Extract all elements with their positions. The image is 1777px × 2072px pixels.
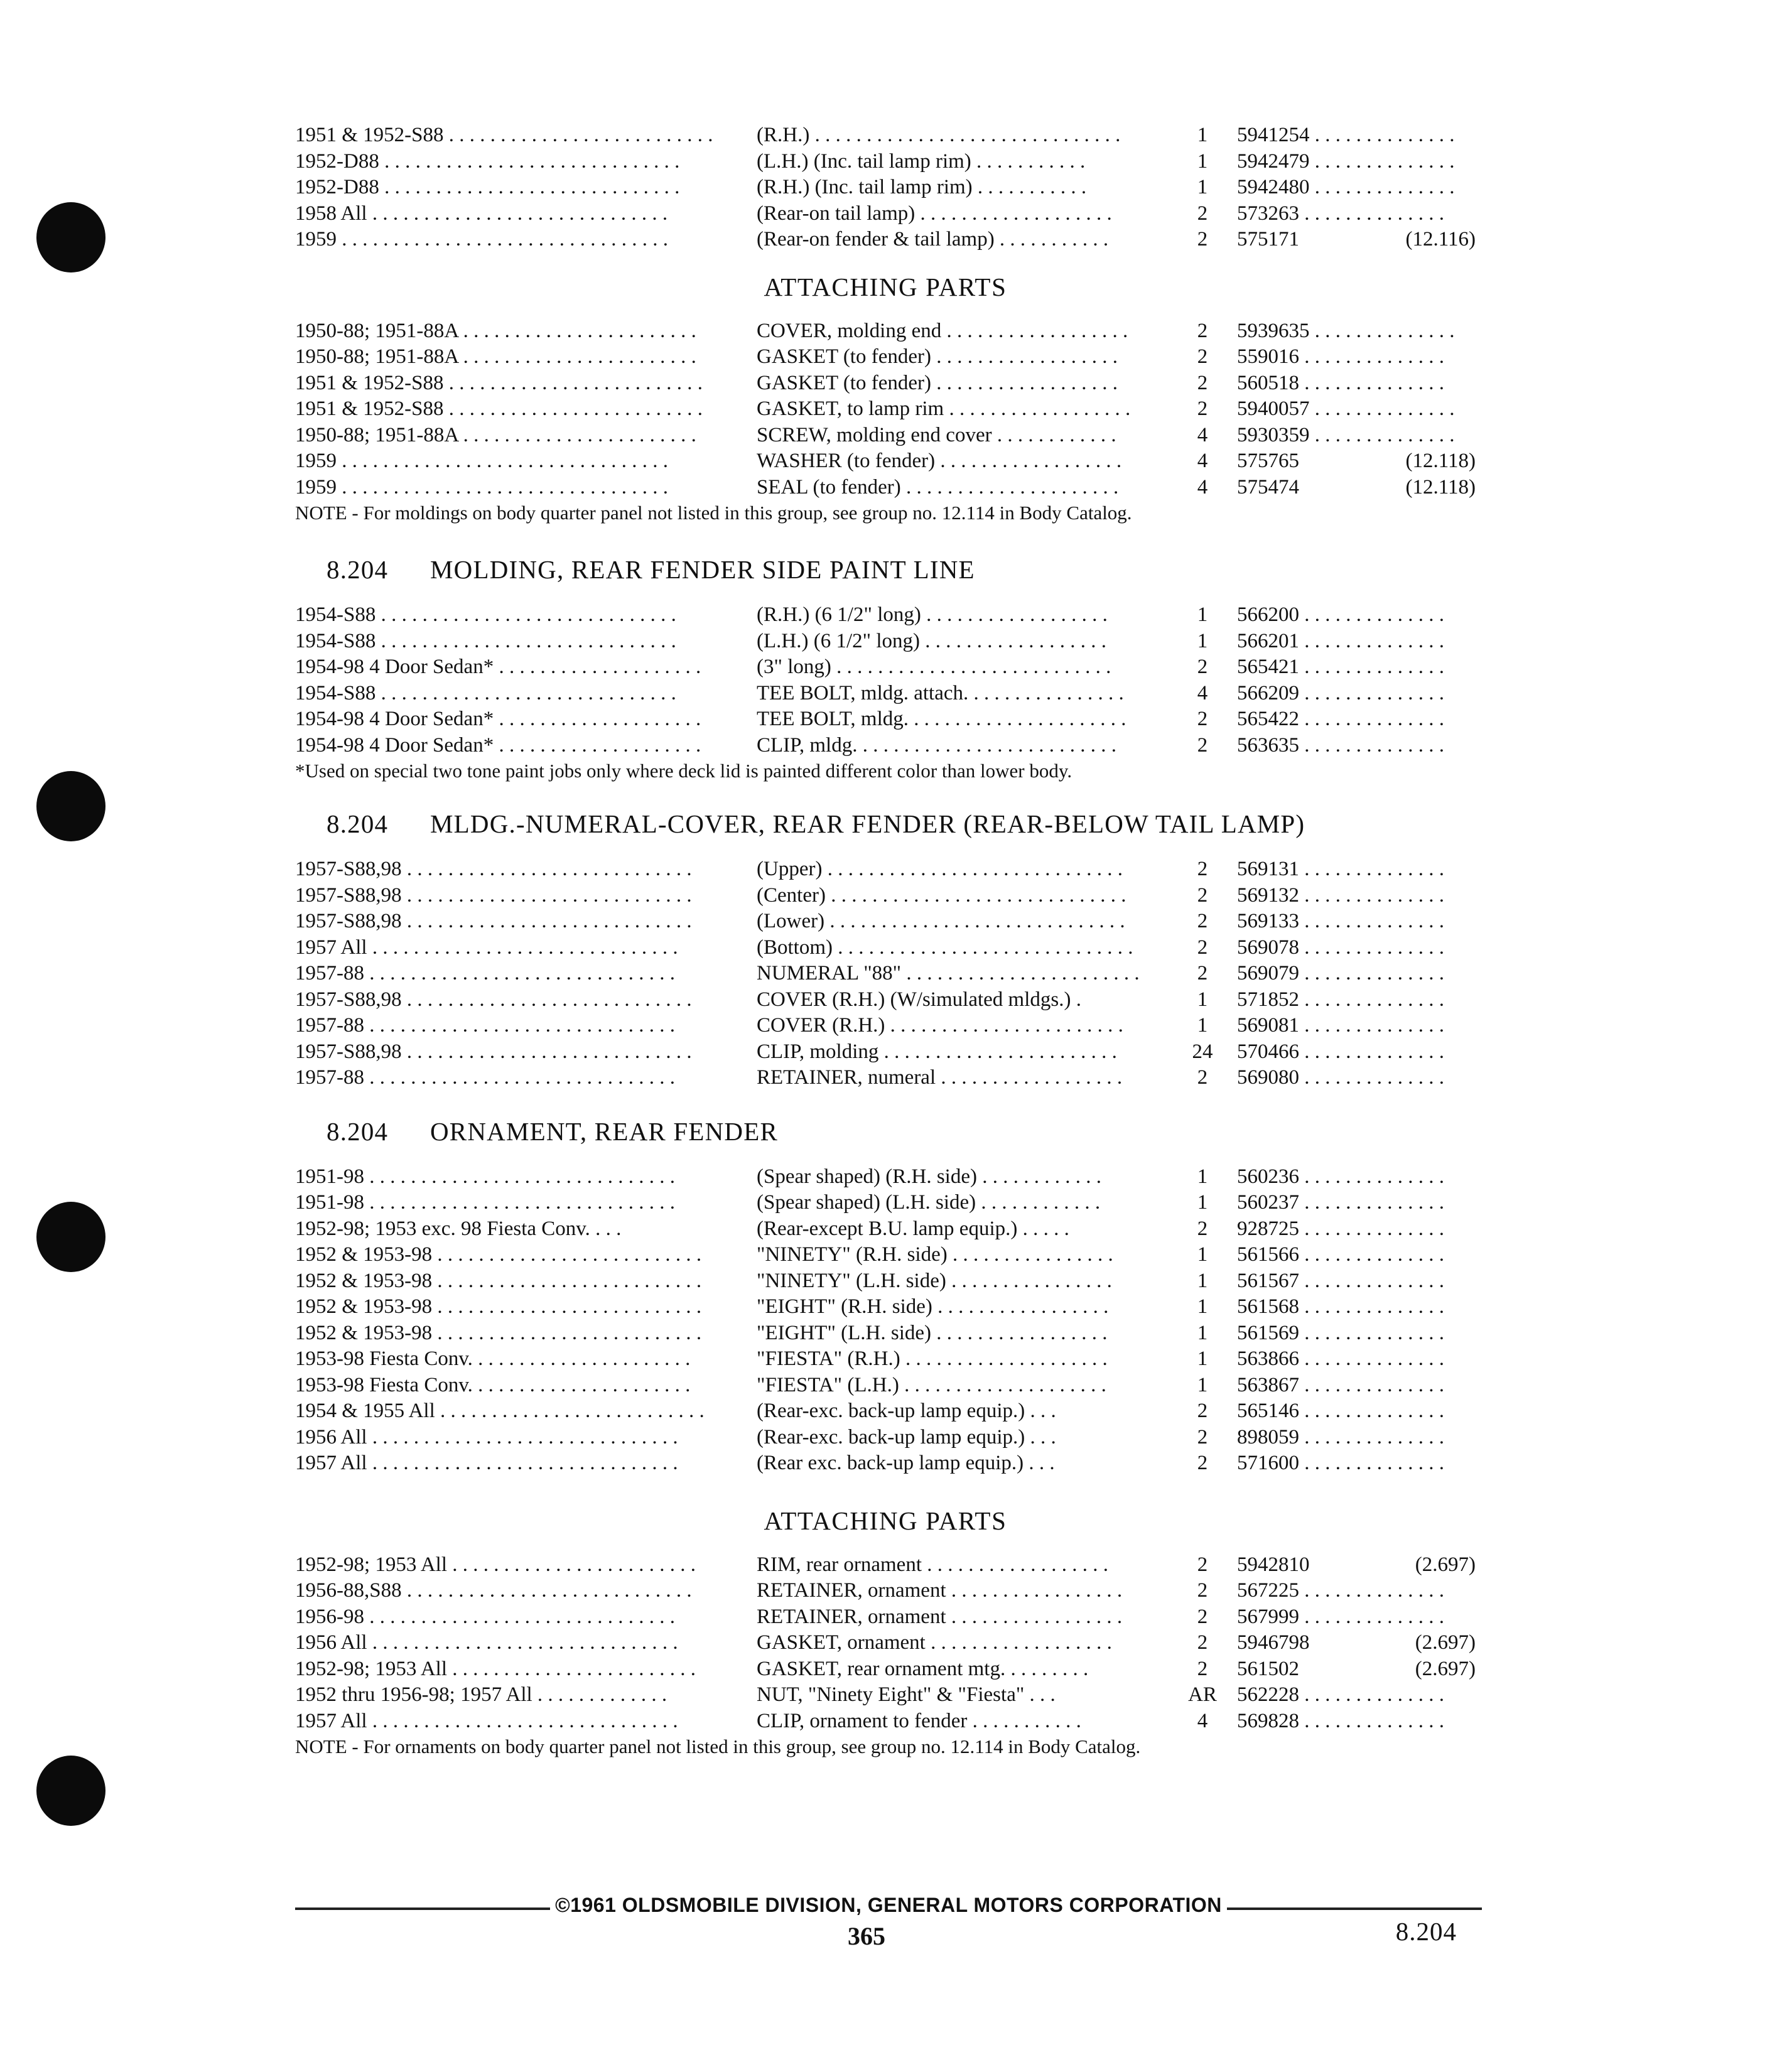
part-number-cell: 575474 [1237,475,1299,499]
reference-cell: (2.697) [1412,1630,1476,1656]
description-cell: GASKET (to fender) . . . . . . . . . . . . . . . . . . [757,345,1118,368]
part-row [295,1604,1476,1631]
description-cell: SCREW, molding end cover . . . . . . . . . . . . [757,423,1116,446]
model-cell: 1954-S88 . . . . . . . . . . . . . . . . . . . . . . . . . . . . . [295,681,676,704]
model-cell: 1951-98 . . . . . . . . . . . . . . . . . . . . . . . . . . . . . . [295,1165,675,1188]
part-row [295,654,1476,681]
model-cell: 1952 & 1953-98 . . . . . . . . . . . . . . . . . . . . . . . . . . [295,1269,702,1292]
description-cell: TEE BOLT, mldg. . . . . . . . . . . . . . . . . . . . . . [757,708,1126,730]
quantity-cell: 1 [1197,1373,1208,1396]
part-row [295,733,1476,759]
catalog-section [295,272,1476,526]
quantity-cell: 1 [1197,124,1208,146]
part-row [295,1708,1476,1735]
model-cell: 1957-88 . . . . . . . . . . . . . . . . . . . . . . . . . . . . . . [295,1014,675,1037]
quantity-cell: 1 [1197,149,1208,173]
model-cell: 1953-98 Fiesta Conv. . . . . . . . . . . . . . . . . . . . . . [295,1373,691,1396]
part-row [295,1013,1476,1039]
group-number: 8.204 [327,1116,389,1146]
model-cell: 1956-98 . . . . . . . . . . . . . . . . . . . . . . . . . . . . . . [295,1605,675,1628]
part-row [295,318,1476,345]
part-number-cell: 5930359 . . . . . . . . . . . . . . [1237,423,1455,446]
description-cell: RETAINER, ornament . . . . . . . . . . . . . . . . . [757,1605,1123,1628]
part-number-cell: 566200 . . . . . . . . . . . . . . [1237,603,1444,626]
description-cell: (Center) . . . . . . . . . . . . . . . . . . . . . . . . . . . . . [757,883,1126,907]
reference-cell: (12.116) [1402,227,1476,253]
model-cell: 1951 & 1952-S88 . . . . . . . . . . . . . . . . . . . . . . . . . [295,397,703,420]
model-cell: 1957-S88,98 . . . . . . . . . . . . . . . . . . . . . . . . . . . . [295,858,692,880]
model-cell: 1950-88; 1951-88A . . . . . . . . . . . . . . . . . . . . . . . [295,423,696,446]
part-row [295,1065,1476,1091]
part-row [295,1682,1476,1708]
model-cell: 1954-S88 . . . . . . . . . . . . . . . . . . . . . . . . . . . . . [295,603,676,626]
part-row [295,122,1476,149]
model-cell: 1950-88; 1951-88A . . . . . . . . . . . . . . . . . . . . . . . [295,345,696,368]
binder-hole [36,1756,105,1826]
quantity-cell: 2 [1197,202,1208,225]
model-cell: 1957-88 . . . . . . . . . . . . . . . . . . . . . . . . . . . . . . [295,962,675,985]
description-cell: "FIESTA" (R.H.) . . . . . . . . . . . . . . . . . . . . [757,1347,1108,1370]
parts-catalog-content [295,122,1476,1759]
section-note: NOTE - For moldings on body quarter panel not listed in this group, see group no. 12.114 in Body Catalog. [295,502,1132,524]
quantity-cell: 2 [1197,1579,1208,1602]
model-cell: 1952-98; 1953 exc. 98 Fiesta Conv. . . . [295,1217,622,1240]
part-row [295,1373,1476,1399]
part-number-cell: 5939635 . . . . . . . . . . . . . . [1237,319,1455,342]
reference-cell: (12.118) [1402,448,1476,475]
part-number-cell: 569080 . . . . . . . . . . . . . . [1237,1066,1444,1089]
quantity-cell: 2 [1197,936,1208,959]
description-cell: GASKET, to lamp rim . . . . . . . . . . . . . . . . . . [757,397,1131,420]
part-number-cell: 5942810 [1237,1553,1310,1576]
part-number-cell: 561569 . . . . . . . . . . . . . . [1237,1321,1444,1344]
part-number-cell: 562228 . . . . . . . . . . . . . . [1237,1683,1444,1706]
reference-cell: (12.118) [1402,475,1476,501]
part-number-cell: 575765 [1237,450,1299,472]
attaching-parts-heading: ATTACHING PARTS [764,272,1007,301]
description-cell: (Rear-exc. back-up lamp equip.) . . . [757,1425,1056,1449]
description-cell: (L.H.) (Inc. tail lamp rim) . . . . . . . . . . . [757,149,1086,173]
quantity-cell: 2 [1197,1553,1208,1576]
description-cell: CLIP, molding . . . . . . . . . . . . . . . . . . . . . . . [757,1040,1117,1063]
part-number-cell: 5940057 . . . . . . . . . . . . . . [1237,397,1455,420]
section-title: ORNAMENT, REAR FENDER [430,1116,779,1146]
model-cell: 1957-S88,98 . . . . . . . . . . . . . . . . . . . . . . . . . . . . [295,910,692,932]
description-cell: SEAL (to fender) . . . . . . . . . . . . . . . . . . . . . [757,475,1119,499]
quantity-cell: 2 [1197,1657,1208,1680]
model-cell: 1953-98 Fiesta Conv. . . . . . . . . . . . . . . . . . . . . . [295,1347,691,1370]
model-cell: 1956 All . . . . . . . . . . . . . . . . . . . . . . . . . . . . . . [295,1425,678,1449]
part-number-cell: 571852 . . . . . . . . . . . . . . [1237,988,1444,1011]
part-row [295,149,1476,175]
quantity-cell: 4 [1197,1709,1208,1732]
part-row [295,1346,1476,1373]
description-cell: RETAINER, ornament . . . . . . . . . . . . . . . . . [757,1579,1123,1602]
binder-hole [36,202,105,272]
model-cell: 1957-S88,98 . . . . . . . . . . . . . . . . . . . . . . . . . . . . [295,988,692,1011]
description-cell: (Spear shaped) (L.H. side) . . . . . . . . . . . . [757,1191,1101,1214]
part-row [295,370,1476,397]
model-cell: 1956-88,S88 . . . . . . . . . . . . . . . . . . . . . . . . . . . . [295,1579,692,1602]
model-cell: 1951 & 1952-S88 . . . . . . . . . . . . . . . . . . . . . . . . . [295,371,703,394]
quantity-cell: 2 [1197,656,1208,678]
description-cell: (Rear-exc. back-up lamp equip.) . . . [757,1400,1056,1422]
group-number: 8.204 [327,809,389,838]
quantity-cell: 2 [1197,1400,1208,1422]
part-number-cell: 561502 [1237,1657,1299,1680]
section-heading [327,1116,1476,1147]
part-number-cell: 560236 . . . . . . . . . . . . . . [1237,1165,1444,1188]
part-row [295,1450,1476,1477]
part-row [295,1268,1476,1295]
quantity-cell: 4 [1197,475,1208,499]
part-number-cell: 565421 . . . . . . . . . . . . . . [1237,656,1444,678]
model-cell: 1952-D88 . . . . . . . . . . . . . . . . . . . . . . . . . . . . . [295,149,680,173]
part-number-cell: 569132 . . . . . . . . . . . . . . [1237,883,1444,907]
part-row [295,706,1476,733]
model-cell: 1950-88; 1951-88A . . . . . . . . . . . . . . . . . . . . . . . [295,319,696,342]
part-number-cell: 5941254 . . . . . . . . . . . . . . [1237,124,1455,146]
section-heading [327,554,1476,585]
group-number: 8.204 [327,555,389,584]
reference-cell: (2.697) [1412,1552,1476,1578]
section-title: MOLDING, REAR FENDER SIDE PAINT LINE [430,555,975,584]
quantity-cell: 1 [1197,1347,1208,1370]
quantity-cell: 24 [1192,1040,1213,1063]
description-cell: GASKET, ornament . . . . . . . . . . . . . . . . . . [757,1631,1112,1654]
model-cell: 1954-S88 . . . . . . . . . . . . . . . . . . . . . . . . . . . . . [295,629,676,652]
description-cell: CLIP, ornament to fender . . . . . . . . . . . [757,1709,1081,1732]
model-cell: 1954-98 4 Door Sedan* . . . . . . . . . . . . . . . . . . . . [295,708,701,730]
section-note: *Used on special two tone paint jobs only where deck lid is painted different color than lower body. [295,760,1072,782]
part-row [295,344,1476,370]
part-row [295,1656,1476,1683]
part-number-cell: 565422 . . . . . . . . . . . . . . [1237,708,1444,730]
part-row [295,201,1476,227]
description-cell: "NINETY" (L.H. side) . . . . . . . . . . . . . . . . [757,1269,1112,1292]
quantity-cell: 1 [1197,603,1208,626]
model-cell: 1954-98 4 Door Sedan* . . . . . . . . . . . . . . . . . . . . [295,733,701,757]
copyright-text: ©1961 OLDSMOBILE DIVISION, GENERAL MOTORS CORPORATION [550,1894,1227,1916]
quantity-cell: 2 [1197,962,1208,985]
part-number-cell: 560518 . . . . . . . . . . . . . . [1237,371,1444,394]
quantity-cell: 1 [1197,1165,1208,1188]
part-row [295,1398,1476,1425]
part-row [295,1425,1476,1451]
part-number-cell: 561566 . . . . . . . . . . . . . . [1237,1243,1444,1266]
part-row [295,1216,1476,1243]
quantity-cell: 1 [1197,1321,1208,1344]
page-number: 365 [848,1922,885,1950]
quantity-cell: 1 [1197,1243,1208,1266]
description-cell: (Upper) . . . . . . . . . . . . . . . . . . . . . . . . . . . . . [757,858,1123,880]
part-number-cell: 571600 . . . . . . . . . . . . . . [1237,1452,1444,1474]
footer-copyright [0,1894,1777,1917]
part-row [295,1242,1476,1268]
part-number-cell: 569079 . . . . . . . . . . . . . . [1237,962,1444,985]
quantity-cell: 1 [1197,1191,1208,1214]
part-row [295,175,1476,201]
description-cell: "NINETY" (R.H. side) . . . . . . . . . . . . . . . . [757,1243,1113,1266]
part-row [295,681,1476,707]
model-cell: 1952-98; 1953 All . . . . . . . . . . . . . . . . . . . . . . . . [295,1553,696,1576]
part-number-cell: 559016 . . . . . . . . . . . . . . [1237,345,1444,368]
model-cell: 1952 & 1953-98 . . . . . . . . . . . . . . . . . . . . . . . . . . [295,1295,702,1318]
quantity-cell: 2 [1197,319,1208,342]
catalog-section [295,1506,1476,1760]
part-number-cell: 565146 . . . . . . . . . . . . . . [1237,1400,1444,1422]
catalog-section [295,1116,1476,1477]
part-row [295,1164,1476,1190]
part-number-cell: 569081 . . . . . . . . . . . . . . [1237,1014,1444,1037]
part-number-cell: 567225 . . . . . . . . . . . . . . [1237,1579,1444,1602]
part-number-cell: 573263 . . . . . . . . . . . . . . [1237,202,1444,225]
catalog-section [295,809,1476,1091]
description-cell: TEE BOLT, mldg. attach. . . . . . . . . . . . . . . . [757,681,1124,704]
quantity-cell: 4 [1197,681,1208,704]
group-number: 8.204 [1395,1917,1457,1946]
description-cell: RETAINER, numeral . . . . . . . . . . . . . . . . . . [757,1066,1123,1089]
model-cell: 1952-98; 1953 All . . . . . . . . . . . . . . . . . . . . . . . . [295,1657,696,1680]
description-cell: (Bottom) . . . . . . . . . . . . . . . . . . . . . . . . . . . . . [757,936,1133,959]
attaching-parts-heading: ATTACHING PARTS [764,1506,1007,1535]
part-row [295,856,1476,883]
part-number-cell: 569078 . . . . . . . . . . . . . . [1237,936,1444,959]
part-row [295,1552,1476,1578]
model-cell: 1954 & 1955 All . . . . . . . . . . . . . . . . . . . . . . . . . . [295,1400,705,1422]
part-number-cell: 5942480 . . . . . . . . . . . . . . [1237,176,1455,198]
reference-cell: (2.697) [1412,1656,1476,1683]
quantity-cell: 2 [1197,1425,1208,1449]
part-row [295,961,1476,987]
section-note: NOTE - For ornaments on body quarter panel not listed in this group, see group no. 12.114 in Body Catalog. [295,1735,1141,1757]
model-cell: 1952 & 1953-98 . . . . . . . . . . . . . . . . . . . . . . . . . . [295,1321,702,1344]
quantity-cell: 4 [1197,450,1208,472]
section-heading [327,809,1476,839]
description-cell: (3" long) . . . . . . . . . . . . . . . . . . . . . . . . . . . [757,656,1111,678]
part-number-cell: 563866 . . . . . . . . . . . . . . [1237,1347,1444,1370]
model-cell: 1959 . . . . . . . . . . . . . . . . . . . . . . . . . . . . . . . . [295,450,668,472]
quantity-cell: 2 [1197,1217,1208,1240]
quantity-cell: 1 [1197,988,1208,1011]
quantity-cell: 2 [1197,910,1208,932]
quantity-cell: 2 [1197,708,1208,730]
part-row [295,1294,1476,1320]
part-row [295,1578,1476,1604]
quantity-cell: 1 [1197,1014,1208,1037]
part-number-cell: 898059 . . . . . . . . . . . . . . [1237,1425,1444,1449]
model-cell: 1957 All . . . . . . . . . . . . . . . . . . . . . . . . . . . . . . [295,1709,678,1732]
catalog-section [295,122,1476,253]
model-cell: 1952 thru 1956-98; 1957 All . . . . . . . . . . . . . [295,1683,667,1706]
quantity-cell: 2 [1197,1605,1208,1628]
description-cell: GASKET (to fender) . . . . . . . . . . . . . . . . . . [757,371,1118,394]
model-cell: 1957 All . . . . . . . . . . . . . . . . . . . . . . . . . . . . . . [295,936,678,959]
quantity-cell: 2 [1197,1452,1208,1474]
part-row [295,987,1476,1013]
part-row [295,1190,1476,1216]
model-cell: 1959 . . . . . . . . . . . . . . . . . . . . . . . . . . . . . . . . [295,228,668,251]
model-cell: 1958 All . . . . . . . . . . . . . . . . . . . . . . . . . . . . . [295,202,668,225]
description-cell: WASHER (to fender) . . . . . . . . . . . . . . . . . . [757,450,1122,472]
part-row [295,227,1476,253]
model-cell: 1956 All . . . . . . . . . . . . . . . . . . . . . . . . . . . . . . [295,1631,678,1654]
quantity-cell: 1 [1197,629,1208,652]
model-cell: 1957-S88,98 . . . . . . . . . . . . . . . . . . . . . . . . . . . . [295,883,692,907]
catalog-section [295,554,1476,784]
part-number-cell: 569828 . . . . . . . . . . . . . . [1237,1709,1444,1732]
description-cell: RIM, rear ornament . . . . . . . . . . . . . . . . . . [757,1553,1108,1576]
description-cell: CLIP, mldg. . . . . . . . . . . . . . . . . . . . . . . . . . [757,733,1116,757]
model-cell: 1954-98 4 Door Sedan* . . . . . . . . . . . . . . . . . . . . [295,656,701,678]
description-cell: GASKET, rear ornament mtg. . . . . . . . . [757,1657,1089,1680]
part-number-cell: 561568 . . . . . . . . . . . . . . [1237,1295,1444,1318]
part-number-cell: 569131 . . . . . . . . . . . . . . [1237,858,1444,880]
model-cell: 1951-98 . . . . . . . . . . . . . . . . . . . . . . . . . . . . . . [295,1191,675,1214]
quantity-cell: 2 [1197,883,1208,907]
description-cell: (L.H.) (6 1/2" long) . . . . . . . . . . . . . . . . . . [757,629,1107,652]
quantity-cell: 1 [1197,1295,1208,1318]
part-row [295,396,1476,423]
part-number-cell: 5946798 [1237,1631,1310,1654]
quantity-cell: 2 [1197,858,1208,880]
part-row [295,602,1476,629]
part-number-cell: 928725 . . . . . . . . . . . . . . [1237,1217,1444,1240]
part-number-cell: 567999 . . . . . . . . . . . . . . [1237,1605,1444,1628]
part-row [295,883,1476,909]
description-cell: COVER (R.H.) (W/simulated mldgs.) . [757,988,1081,1011]
quantity-cell: 2 [1197,397,1208,420]
description-cell: "EIGHT" (L.H. side) . . . . . . . . . . . . . . . . . [757,1321,1108,1344]
part-row [295,629,1476,655]
description-cell: COVER, molding end . . . . . . . . . . . . . . . . . . [757,319,1128,342]
part-number-cell: 563867 . . . . . . . . . . . . . . [1237,1373,1444,1396]
quantity-cell: AR [1188,1683,1217,1706]
part-number-cell: 560237 . . . . . . . . . . . . . . [1237,1191,1444,1214]
quantity-cell: 2 [1197,1631,1208,1654]
part-number-cell: 563635 . . . . . . . . . . . . . . [1237,733,1444,757]
part-row [295,1630,1476,1656]
quantity-cell: 1 [1197,1269,1208,1292]
quantity-cell: 2 [1197,228,1208,251]
quantity-cell: 4 [1197,423,1208,446]
part-number-cell: 570466 . . . . . . . . . . . . . . [1237,1040,1444,1063]
part-row [295,423,1476,449]
model-cell: 1951 & 1952-S88 . . . . . . . . . . . . . . . . . . . . . . . . . . [295,124,713,146]
part-row [295,1320,1476,1347]
description-cell: (R.H.) . . . . . . . . . . . . . . . . . . . . . . . . . . . . . . [757,124,1121,146]
description-cell: NUMERAL "88" . . . . . . . . . . . . . . . . . . . . . . . [757,962,1140,985]
part-number-cell: 5942479 . . . . . . . . . . . . . . [1237,149,1455,173]
part-number-cell: 569133 . . . . . . . . . . . . . . [1237,910,1444,932]
model-cell: 1957-88 . . . . . . . . . . . . . . . . . . . . . . . . . . . . . . [295,1066,675,1089]
description-cell: COVER (R.H.) . . . . . . . . . . . . . . . . . . . . . . . [757,1014,1123,1037]
description-cell: (Rear exc. back-up lamp equip.) . . . [757,1452,1055,1474]
model-cell: 1957 All . . . . . . . . . . . . . . . . . . . . . . . . . . . . . . [295,1452,678,1474]
part-number-cell: 566209 . . . . . . . . . . . . . . [1237,681,1444,704]
part-row [295,448,1476,475]
description-cell: (Rear-on fender & tail lamp) . . . . . . . . . . . [757,228,1109,251]
quantity-cell: 2 [1197,1066,1208,1089]
part-number-cell: 566201 . . . . . . . . . . . . . . [1237,629,1444,652]
quantity-cell: 2 [1197,733,1208,757]
model-cell: 1952 & 1953-98 . . . . . . . . . . . . . . . . . . . . . . . . . . [295,1243,702,1266]
model-cell: 1952-D88 . . . . . . . . . . . . . . . . . . . . . . . . . . . . . [295,176,680,198]
binder-hole [36,771,105,841]
description-cell: (Rear-except B.U. lamp equip.) . . . . . [757,1217,1069,1240]
quantity-cell: 2 [1197,345,1208,368]
part-number-cell: 561567 . . . . . . . . . . . . . . [1237,1269,1444,1292]
part-number-cell: 575171 [1237,228,1299,251]
description-cell: NUT, "Ninety Eight" & "Fiesta" . . . [757,1683,1056,1706]
quantity-cell: 2 [1197,371,1208,394]
description-cell: (Rear-on tail lamp) . . . . . . . . . . . . . . . . . . . [757,202,1112,225]
part-row [295,909,1476,935]
description-cell: "FIESTA" (L.H.) . . . . . . . . . . . . . . . . . . . . [757,1373,1106,1396]
section-title: MLDG.-NUMERAL-COVER, REAR FENDER (REAR-BELOW TAIL LAMP) [430,809,1305,838]
description-cell: (R.H.) (6 1/2" long) . . . . . . . . . . . . . . . . . . [757,603,1108,626]
model-cell: 1959 . . . . . . . . . . . . . . . . . . . . . . . . . . . . . . . . [295,475,668,499]
binder-hole [36,1202,105,1272]
description-cell: "EIGHT" (R.H. side) . . . . . . . . . . . . . . . . . [757,1295,1109,1318]
description-cell: (Lower) . . . . . . . . . . . . . . . . . . . . . . . . . . . . . [757,910,1125,932]
quantity-cell: 1 [1197,176,1208,198]
description-cell: (Spear shaped) (R.H. side) . . . . . . . . . . . . [757,1165,1101,1188]
description-cell: (R.H.) (Inc. tail lamp rim) . . . . . . . . . . . [757,176,1087,198]
part-row [295,935,1476,961]
part-row [295,475,1476,501]
part-row [295,1039,1476,1066]
model-cell: 1957-S88,98 . . . . . . . . . . . . . . . . . . . . . . . . . . . . [295,1040,692,1063]
